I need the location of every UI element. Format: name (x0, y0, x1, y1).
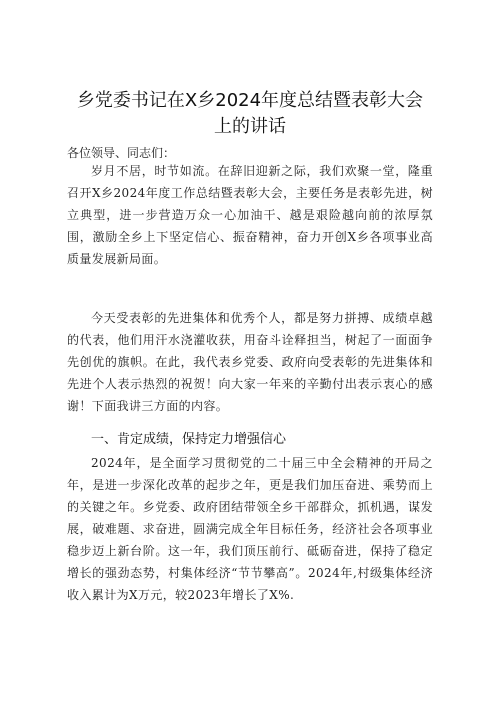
document-title (40, 88, 460, 140)
paragraph-commendation: 今天受表彰的先进集体和优秀个人，都是努力拼搏、成绩卓越的代表，他们用汗水浇灌收获，用奋斗诠释担当，树起了一面面争先创优的旗帜。在此，我代表乡党委、政府向受表彰的先进集体和先进个人表示热烈的祝贺！向大家一年来的辛勤付出表示衷心的感谢！下面我讲三方面的内容。 (67, 311, 433, 413)
salutation: 各位领导、同志们： (67, 146, 176, 160)
title-line-2: 上的讲话 (214, 116, 286, 137)
section-heading: 一、肯定成绩，保持定力增强信心 (91, 432, 287, 447)
paragraph-opening: 岁月不居，时节如流。在辞旧迎新之际，我们欢聚一堂，隆重召开X乡2024年度工作总结暨表彰大会，主要任务是表彰先进，树立典型，进一步营造万众一心加油干、越是艰险越向前的浓厚氛围，激励全乡上下坚定信心、振奋精神，奋力开创X乡各项事业高质量发展新局面。 (67, 164, 433, 266)
paragraph-section-one: 2024年，是全面学习贯彻党的二十届三中全会精神的开局之年，是进一步深化改革的起步之年，更是我们加压奋进、乘势而上的关键之年。乡党委、政府团结带领全乡干部群众，抓机遇，谋发展，破难题、求奋进，圆满完成全年目标任务，经济社会各项事业稳步迈上新台阶。这一年，我们顶压前行、砥砺奋进，保持了稳定增长的强劲态势，村集体经济“节节攀高”。2024年,村级集体经济收入累计为X万元，较2023年增长了X%. (67, 456, 433, 602)
title-line-1: 乡党委书记在X乡2024年度总结暨表彰大会 (76, 90, 424, 111)
